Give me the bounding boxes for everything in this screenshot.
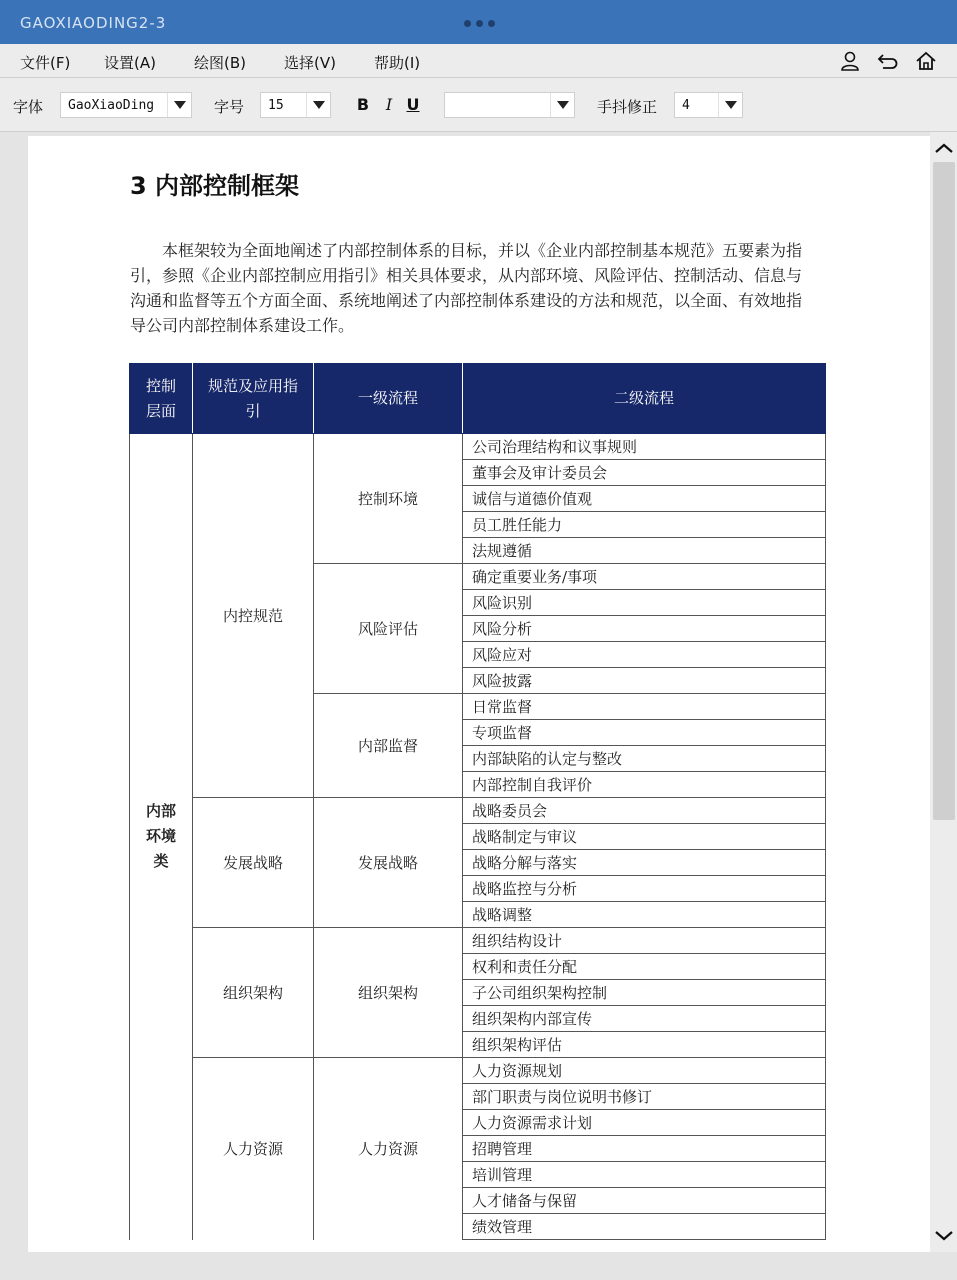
level2-flow-cell: 董事会及审计委员会 [463,460,826,486]
font-label: 字体 [13,98,44,116]
level1-flow-cell: 风险评估 [314,564,463,694]
table-row [130,928,826,954]
control-framework-table [129,363,826,1240]
level2-flow-cell: 战略制定与审议 [463,824,826,850]
undo-icon[interactable] [877,51,899,71]
guide-cell: 内控规范 [193,434,314,798]
scroll-up-chevron-icon[interactable] [933,138,955,158]
guide-cell: 组织架构 [193,928,314,1058]
level2-flow-cell: 战略分解与落实 [463,850,826,876]
level2-flow-cell: 组织结构设计 [463,928,826,954]
guide-cell: 发展战略 [193,798,314,928]
chevron-down-icon[interactable] [167,93,191,117]
font-value: GaoXiaoDing [68,98,155,113]
table-row [130,434,826,460]
level1-flow-cell: 内部监督 [314,694,463,798]
level1-flow-cell: 人力资源 [314,1058,463,1240]
font-select[interactable] [60,92,192,118]
level2-flow-cell: 风险分析 [463,616,826,642]
menu-draw[interactable]: 绘图(B) [194,54,246,72]
level2-flow-cell: 内部缺陷的认定与整改 [463,746,826,772]
format-toolbar [0,78,957,132]
level2-flow-cell: 招聘管理 [463,1136,826,1162]
level2-flow-cell: 子公司组织架构控制 [463,980,826,1006]
header-level2: 二级流程 [463,364,826,434]
menu-settings[interactable]: 设置(A) [104,54,156,72]
table-header-row [130,364,826,434]
level2-flow-cell: 权利和责任分配 [463,954,826,980]
chevron-down-icon[interactable] [550,93,574,117]
menu-select[interactable]: 选择(V) [284,54,336,72]
window-menu-dots-icon[interactable] [464,20,495,27]
tremor-label: 手抖修正 [597,98,658,116]
level2-flow-cell: 风险识别 [463,590,826,616]
header-control-level: 控制层面 [130,364,193,434]
level2-flow-cell: 战略委员会 [463,798,826,824]
level2-flow-cell: 组织架构评估 [463,1032,826,1058]
level2-flow-cell: 专项监督 [463,720,826,746]
level2-flow-cell: 诚信与道德价值观 [463,486,826,512]
table-body [130,434,826,1240]
scroll-down-chevron-icon[interactable] [933,1226,955,1246]
header-level1: 一级流程 [314,364,463,434]
level2-flow-cell: 确定重要业务/事项 [463,564,826,590]
level1-flow-cell: 组织架构 [314,928,463,1058]
level2-flow-cell: 公司治理结构和议事规则 [463,434,826,460]
document-page[interactable] [28,136,930,1252]
section-heading: 3 内部控制框架 [130,172,300,200]
menu-file[interactable]: 文件(F) [20,54,71,72]
level2-flow-cell: 绩效管理 [463,1214,826,1240]
level1-flow-cell: 发展战略 [314,798,463,928]
level2-flow-cell: 组织架构内部宣传 [463,1006,826,1032]
underline-button[interactable]: U [406,95,420,114]
menu-help[interactable]: 帮助(I) [374,54,421,72]
level2-flow-cell: 风险应对 [463,642,826,668]
bold-button[interactable]: B [356,95,370,114]
table-row [130,798,826,824]
user-icon[interactable] [839,51,861,71]
level2-flow-cell: 日常监督 [463,694,826,720]
tremor-value: 4 [682,98,690,113]
header-guide: 规范及应用指引 [193,364,314,434]
level2-flow-cell: 风险披露 [463,668,826,694]
level1-flow-cell: 控制环境 [314,434,463,564]
level2-flow-cell: 内部控制自我评价 [463,772,826,798]
scrollbar-thumb[interactable] [933,162,955,820]
level2-flow-cell: 人力资源需求计划 [463,1110,826,1136]
tremor-select[interactable] [674,92,743,118]
chevron-down-icon[interactable] [306,93,330,117]
title-bar [0,0,957,44]
level2-flow-cell: 人力资源规划 [463,1058,826,1084]
menu-bar [0,44,957,78]
size-select[interactable] [260,92,331,118]
level2-flow-cell: 部门职责与岗位说明书修订 [463,1084,826,1110]
level2-flow-cell: 人才储备与保留 [463,1188,826,1214]
color-select[interactable] [444,92,575,118]
level2-flow-cell: 培训管理 [463,1162,826,1188]
italic-button[interactable]: I [385,95,393,114]
table-row [130,1058,826,1084]
chevron-down-icon[interactable] [718,93,742,117]
control-level-cell: 内部环境类 [130,434,193,1240]
app-title: GAOXIAODING2-3 [20,14,167,32]
guide-cell: 人力资源 [193,1058,314,1240]
intro-paragraph: 本框架较为全面地阐述了内部控制体系的目标，并以《企业内部控制基本规范》五要素为指引，参照《企业内部控制应用指引》相关具体要求，从内部环境、风险评估、控制活动、信息与沟通和监督等五个方面全面、系统地阐述了内部控制体系建设的方法和规范，以全面、有效地指导公司内部控制体系建设工作。 [130,241,803,335]
level2-flow-cell: 战略监控与分析 [463,876,826,902]
size-value: 15 [268,98,284,113]
level2-flow-cell: 法规遵循 [463,538,826,564]
level2-flow-cell: 战略调整 [463,902,826,928]
home-icon[interactable] [915,51,937,71]
size-label: 字号 [214,98,245,116]
level2-flow-cell: 员工胜任能力 [463,512,826,538]
